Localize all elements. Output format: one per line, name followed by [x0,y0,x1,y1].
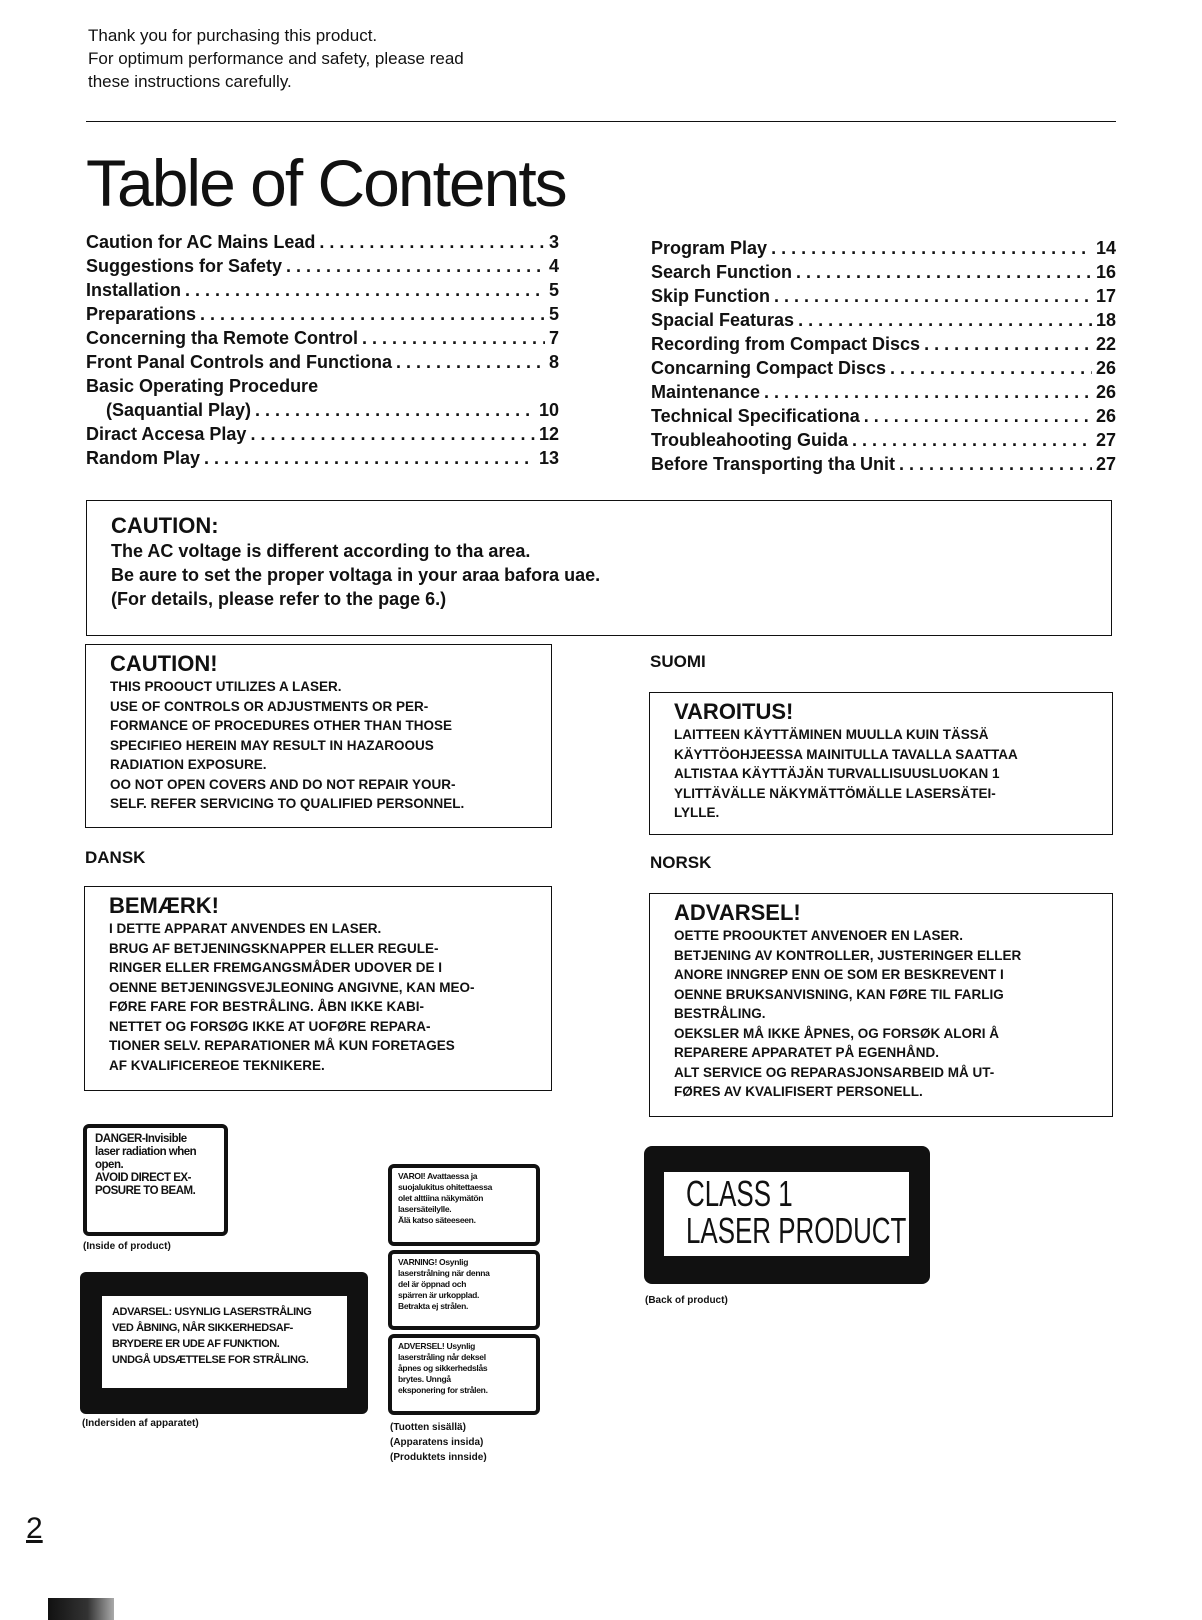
warning-line: REPARERE APPARATET PÅ EGENHÅND. [674,1045,940,1060]
laser-product-text: LASER PRODUCT [686,1210,907,1251]
caution-line: (For details, please refer to the page 6.) [111,589,447,609]
warning-line: FØRES AV KVALIFISERT PERSONELL. [674,1084,923,1099]
label-line: ADVARSEL: USYNLIG LASERSTRÅLING [112,1306,312,1318]
label-line: spärren är urkopplad. [398,1290,480,1300]
warning-line: FORMANCE OF PROCEDURES OTHER THAN THOSE [110,718,453,733]
advarsel-no-label [388,1334,540,1415]
toc-entry[interactable] [651,286,1116,310]
caution-voltage-box [86,500,1112,636]
toc-entry-page: 7 [548,328,559,348]
warning-line: NETTET OG FORSØG IKKE AT UOFØRE REPARA- [109,1018,431,1034]
toc-left-column [86,232,559,472]
danger-label-caption: (Inside of product) [83,1241,171,1252]
toc-entry[interactable] [651,454,1116,478]
toc-entry[interactable] [86,448,559,472]
toc-entry[interactable] [86,328,559,352]
page-number: 2 [26,1512,43,1545]
toc-leader [764,382,1092,403]
toc-entry-page: 22 [1095,334,1116,354]
label-line: eksponering for strålen. [398,1385,488,1395]
toc-entry-title: Basic Operating Procedure [86,376,319,396]
language-label-norsk: NORSK [650,853,712,872]
norsk-heading: ADVARSEL! [674,900,801,925]
toc-entry-title: Troubleahooting Guida [651,430,848,450]
toc-entry-title: Random Play [86,448,201,468]
toc-leader [396,352,545,373]
varning-label [388,1250,540,1330]
label-line: lasersäteilylle. [398,1204,452,1214]
laser-caution-box [85,644,552,828]
toc-entry[interactable] [651,238,1116,262]
toc-entry-page: 5 [548,280,559,300]
toc-leader [250,424,535,445]
toc-entry-title: Technical Specificationa [651,406,860,426]
toc-entry[interactable] [651,310,1116,334]
toc-entry-title: Preparations [86,304,197,324]
warning-line: TIONER SELV. REPARATIONER MÅ KUN FORETAGES [109,1038,455,1053]
warning-line: OENNE BRUKSANVISNING, KAN FØRE TIL FARLIG [674,986,1004,1002]
toc-entry[interactable] [651,334,1116,358]
label-line: olet alttiina näkymätön [398,1193,484,1203]
label-line: brytes. Unngå [398,1374,451,1384]
warning-line: OEKSLER MÅ IKKE ÅPNES, OG FORSØK ALORI Å [674,1025,1000,1041]
intro-line: these instructions carefully. [88,72,292,91]
toc-entry-title: Spacial Featuras [651,310,795,330]
toc-entry[interactable] [86,280,559,304]
toc-leader [852,430,1092,451]
warning-line: BRUG AF BETJENINGSKNAPPER ELLER REGULE- [109,940,439,956]
toc-entry-title: Diract Accesa Play [86,424,247,444]
intro-line: For optimum performance and safety, please read [88,49,464,68]
advarsel-dk-label-text [102,1296,347,1388]
caution-line: Be aure to set the proper voltaga in your araa bafora uae. [111,565,601,585]
toc-entry[interactable] [86,352,559,376]
toc-entry-title: Concerning tha Remote Control [86,328,359,348]
warning-line: OO NOT OPEN COVERS AND DO NOT REPAIR YOUR- [110,776,456,792]
toc-entry-page: 10 [538,400,559,420]
label-line: laserstråling når deksel [398,1352,486,1362]
divider [86,121,1116,122]
toc-entry[interactable] [86,232,559,256]
warning-line: RADIATION EXPOSURE. [110,757,267,772]
toc-leader [319,232,545,253]
toc-entry-title: Before Transporting tha Unit [651,454,896,474]
suomi-warning-box [649,692,1113,835]
toc-leader [864,406,1092,427]
toc-leader [286,256,545,277]
advarsel-dk-caption: (Indersiden af apparatet) [82,1418,199,1429]
label-line: åpnes og sikkerhedslås [398,1363,488,1373]
toc-leader [890,358,1092,379]
label-line: AVOID DIRECT EX- [95,1172,191,1184]
label-line: DANGER-Invisible [95,1133,187,1145]
toc-entry-page: 8 [548,352,559,372]
toc-entry-page: 12 [538,424,559,444]
warning-line: KÄYTTÖOHJEESSA MAINITULLA TAVALLA SAATTAA [674,746,1018,762]
toc-entry[interactable] [86,424,559,448]
warning-line: ALTISTAA KÄYTTÄJÄN TURVALLISUUSLUOKAN 1 [674,766,1000,781]
warning-line: LAITTEEN KÄYTTÄMINEN MUULLA KUIN TÄSSÄ [674,727,989,742]
caption-line: (Tuotten sisällä) [390,1422,466,1433]
dansk-heading: BEMÆRK! [109,893,219,918]
laser-caution-body [110,677,527,814]
suomi-heading: VAROITUS! [674,699,794,724]
label-line: ADVERSEL! Usynlig [398,1341,476,1351]
toc-entry-page: 3 [548,232,559,252]
toc-entry-page: 14 [1095,238,1116,258]
toc-entry-title: Front Panal Controls and Functiona [86,352,392,372]
toc-entry[interactable] [651,430,1116,454]
label-line: laser radiation when [95,1146,197,1158]
scan-artifact [48,1598,114,1620]
caption-line: (Produktets innside) [390,1452,487,1463]
toc-entry-page: 26 [1095,358,1116,378]
class1-caption: (Back of product) [645,1295,728,1306]
toc-entry[interactable] [86,256,559,280]
warning-line: AF KVALIFICEREOE TEKNIKERE. [109,1057,325,1073]
toc-leader [924,334,1092,355]
toc-entry-page: 4 [548,256,559,276]
label-line: Älä katso säteeseen. [398,1215,476,1225]
danger-label-text [95,1133,216,1198]
label-line: UNDGÅ UDSÆTTELSE FOR STRÅLING. [112,1354,309,1366]
norsk-warning-box [649,893,1113,1117]
danger-label [83,1124,228,1236]
class1-label-inner [664,1172,909,1256]
toc-entry[interactable] [86,376,559,400]
norsk-body [674,926,1088,1102]
toc-entry[interactable] [651,406,1116,430]
page-title: Table of Contents [86,146,566,220]
toc-entry-page: 18 [1095,310,1116,330]
toc-leader [798,310,1092,331]
label-line: laserstrålning när denna [398,1268,490,1278]
toc-entry[interactable] [86,400,559,424]
toc-entry-page: 13 [538,448,559,468]
warning-line: SPECIFIEO HEREIN MAY RESULT IN HAZAROOUS [110,737,434,753]
toc-leader [362,328,545,349]
toc-entry-page: 26 [1095,406,1116,426]
toc-entry[interactable] [651,382,1116,406]
toc-entry[interactable] [86,304,559,328]
label-line: BRYDERE ER UDE AF FUNKTION. [112,1338,280,1350]
label-line: VAROI! Avattaessa ja [398,1171,478,1181]
label-line: Betrakta ej strålen. [398,1301,469,1311]
warning-line: FØRE FARE FOR BESTRÅLING. ÅBN IKKE KABI- [109,999,425,1014]
toc-leader [796,262,1092,283]
toc-leader [255,400,535,421]
laser-caution-heading: CAUTION! [110,651,218,676]
toc-leader [185,280,545,301]
varoi-label [388,1164,540,1246]
label-line: VARNING! Osynlig [398,1257,469,1267]
warning-line: RINGER ELLER FREMGANGSMÅDER UDOVER DE I [109,960,443,975]
suomi-body [674,725,1088,823]
toc-leader [899,454,1092,475]
toc-leader [200,304,545,325]
dansk-warning-box [84,886,552,1091]
toc-entry-page: 5 [548,304,559,324]
toc-entry-title: Skip Function [651,286,770,306]
toc-entry-title: Installation [86,280,182,300]
warning-line: YLITTÄVÄLLE NÄKYMÄTTÖMÄLLE LASERSÄTEI- [674,785,996,801]
warning-line: OENNE BETJENINGSVEJLEONING ANGIVNE, KAN MEO- [109,979,475,995]
warning-line: USE OF CONTROLS OR ADJUSTMENTS OR PER- [110,698,429,714]
nordic-labels-caption [390,1420,487,1465]
caution-line: The AC voltage is different according to tha area. [111,541,531,561]
toc-entry[interactable] [651,262,1116,286]
label-line: suojalukitus ohitettaessa [398,1182,493,1192]
warning-line: THIS PROOUCT UTILIZES A LASER. [110,679,342,694]
class1-label [644,1146,930,1284]
caption-line: (Apparatens insida) [390,1437,484,1448]
warning-line: I DETTE APPARAT ANVENDES EN LASER. [109,921,382,936]
language-label-dansk: DANSK [85,848,146,867]
toc-entry-title: Recording from Compact Discs [651,334,921,354]
toc-entry-page: 27 [1095,454,1116,474]
advarsel-dk-label [80,1272,368,1414]
toc-entry-page: 27 [1095,430,1116,450]
warning-line: ANORE INNGREP ENN OE SOM ER BESKREVENT I [674,967,1004,982]
warning-line: SELF. REFER SERVICING TO QUALIFIED PERSONNEL. [110,796,465,811]
warning-line: BESTRÅLING. [674,1006,766,1021]
warning-line: LYLLE. [674,805,720,820]
warning-line: OETTE PROOUKTET ANVENOER EN LASER. [674,928,964,943]
toc-leader [774,286,1092,307]
toc-entry-page: 17 [1095,286,1116,306]
toc-entry-title: Search Function [651,262,793,282]
toc-entry-title: Suggestions for Safety [86,256,283,276]
label-line: VED ÅBNING, NÅR SIKKERHEDSAF- [112,1322,293,1334]
intro-text [88,24,608,93]
toc-right-column [651,238,1116,478]
toc-entry-title: Concarning Compact Discs [651,358,887,378]
toc-leader [771,238,1092,259]
warning-line: BETJENING AV KONTROLLER, JUSTERINGER ELLER [674,947,1022,963]
toc-entry-title: (Saquantial Play) [106,400,252,420]
label-line: del är öppnad och [398,1279,467,1289]
toc-entry-title: Maintenance [651,382,761,402]
label-line: open. [95,1159,124,1171]
toc-entry[interactable] [651,358,1116,382]
intro-line: Thank you for purchasing this product. [88,26,378,45]
toc-entry-title: Caution for AC Mains Lead [86,232,316,252]
toc-leader [204,448,535,469]
warning-line: ALT SERVICE OG REPARASJONSARBEID MÅ UT- [674,1064,995,1080]
caution-heading: CAUTION: [111,513,219,538]
language-label-suomi: SUOMI [650,652,706,671]
dansk-body [109,919,527,1075]
class1-text: CLASS 1 [686,1173,793,1214]
toc-entry-page: 16 [1095,262,1116,282]
toc-entry-page: 26 [1095,382,1116,402]
toc-entry-title: Program Play [651,238,768,258]
label-line: POSURE TO BEAM. [95,1185,196,1197]
